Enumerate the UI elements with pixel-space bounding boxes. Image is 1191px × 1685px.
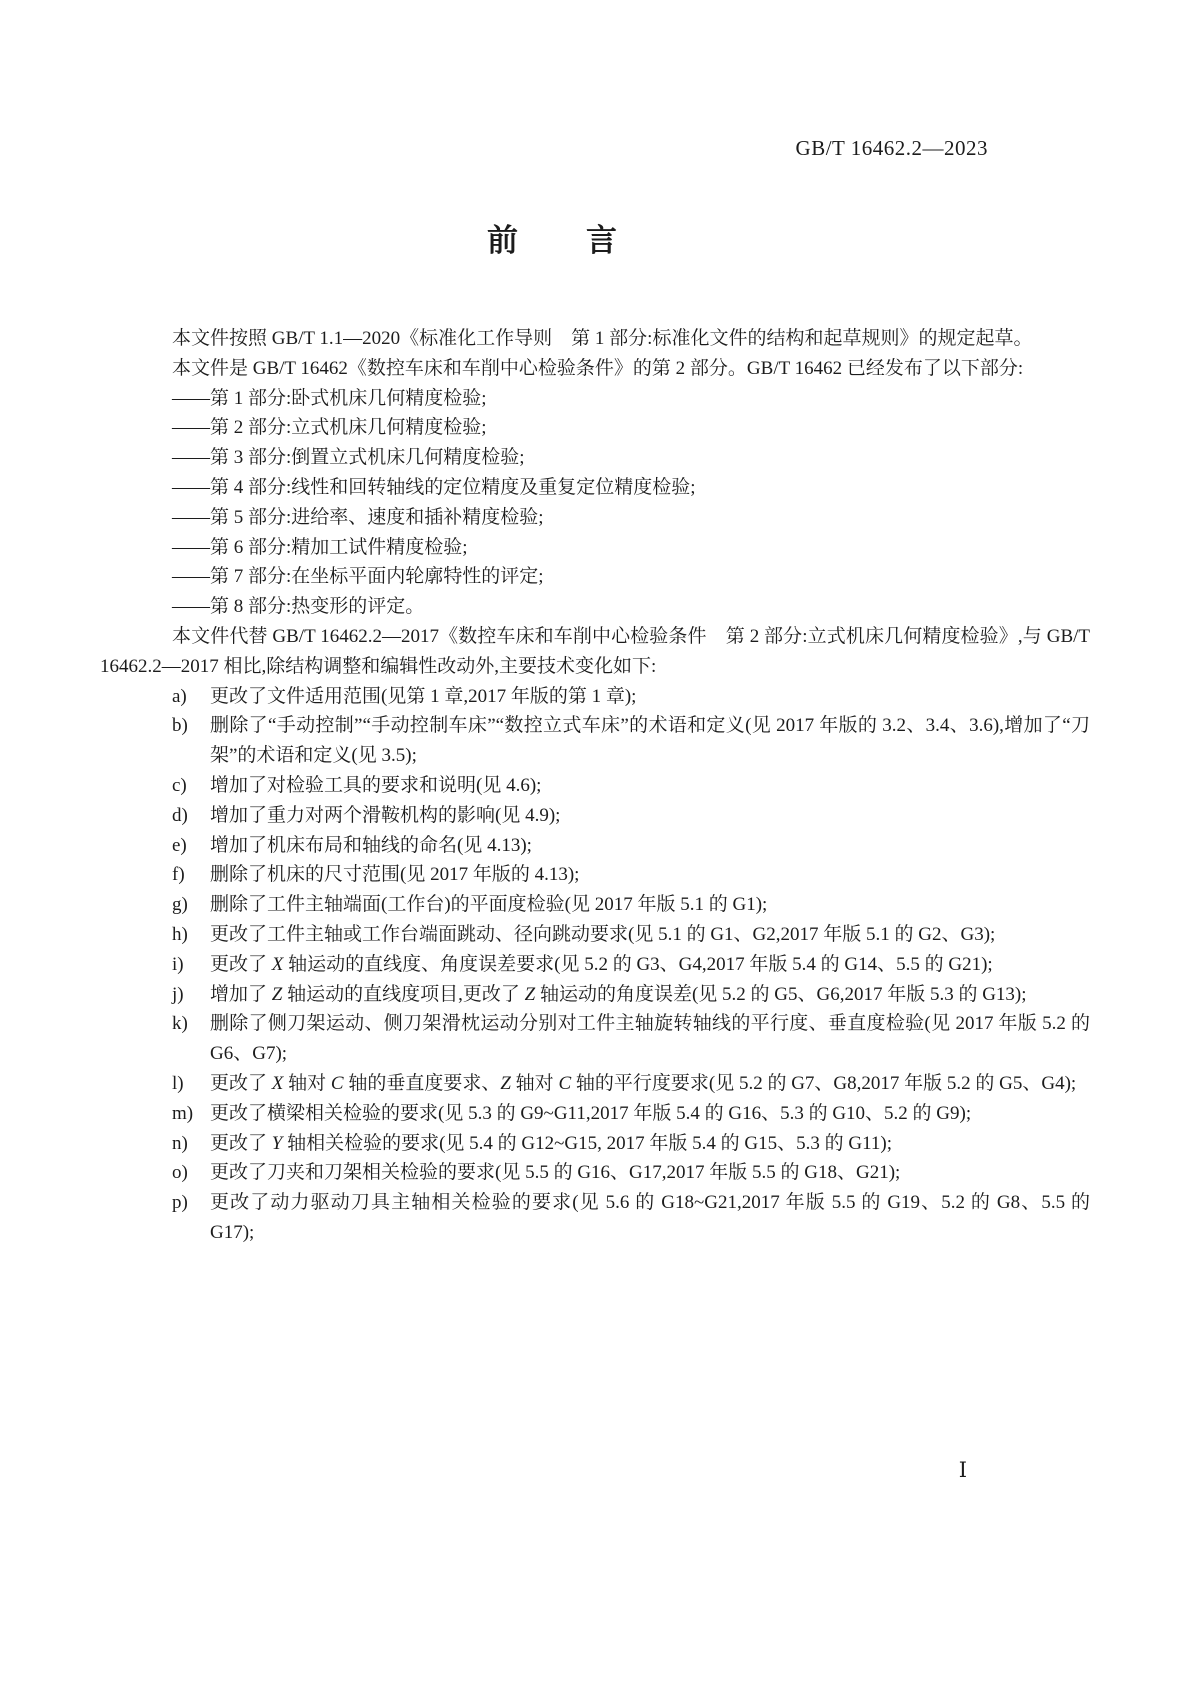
page-number: Ⅰ — [958, 1458, 967, 1482]
change-item-label: p) — [172, 1192, 188, 1214]
change-item-g — [100, 890, 1090, 920]
change-item-label: c) — [172, 774, 187, 796]
change-item-a — [100, 682, 1090, 712]
change-item-p — [100, 1188, 1090, 1248]
change-item-b — [100, 711, 1090, 771]
change-item-text: 删除了机床的尺寸范围(见 2017 年版的 4.13); — [210, 864, 580, 886]
change-item-h — [100, 920, 1090, 950]
change-item-n — [100, 1129, 1090, 1159]
series-part-item: ——第 7 部分:在坐标平面内轮廓特性的评定; — [172, 566, 544, 588]
change-item-text: 增加了 Z 轴运动的直线度项目,更改了 Z 轴运动的角度误差(见 5.2 的 G5、G6,2017 年版 5.3 的 G13); — [210, 983, 1027, 1005]
series-part-item: ——第 4 部分:线性和回转轴线的定位精度及重复定位精度检验; — [172, 476, 696, 498]
change-item-label: i) — [172, 953, 184, 975]
foreword-title: 前 言 — [487, 223, 619, 258]
change-item-text: 更改了横梁相关检验的要求(见 5.3 的 G9~G11,2017 年版 5.4 的 G16、5.3 的 G10、5.2 的 G9); — [210, 1102, 972, 1124]
change-item-text: 增加了重力对两个滑鞍机构的影响(见 4.9); — [210, 804, 561, 826]
standard-number: GB/T 16462.2—2023 — [795, 136, 988, 160]
change-item-label: m) — [172, 1102, 194, 1124]
change-item-j — [100, 980, 1090, 1010]
series-part-item: ——第 5 部分:进给率、速度和插补精度检验; — [172, 506, 544, 528]
change-item-label: k) — [172, 1013, 188, 1035]
change-item-text: 增加了对检验工具的要求和说明(见 4.6); — [210, 774, 542, 796]
change-item-text: 更改了工件主轴或工作台端面跳动、径向跳动要求(见 5.1 的 G1、G2,2017 年版 5.1 的 G2、G3); — [210, 923, 996, 945]
series-part-item: ——第 8 部分:热变形的评定。 — [172, 596, 425, 618]
change-item-e — [100, 831, 1090, 861]
change-item-label: l) — [172, 1072, 184, 1094]
change-item-text: 更改了动力驱动刀具主轴相关检验的要求(见 5.6 的 G18~G21,2017 年版 5.5 的 G19、5.2 的 G8、5.5 的 G17); — [210, 1192, 1090, 1243]
change-item-label: b) — [172, 715, 188, 737]
change-item-f — [100, 860, 1090, 890]
change-item-text: 删除了工件主轴端面(工作台)的平面度检验(见 2017 年版 5.1 的 G1); — [210, 894, 768, 916]
change-item-l — [100, 1069, 1090, 1099]
change-item-text: 更改了 Y 轴相关检验的要求(见 5.4 的 G12~G15, 2017 年版 5.4 的 G15、5.3 的 G11); — [210, 1132, 892, 1154]
paragraph-replacement: 本文件代替 GB/T 16462.2—2017《数控车床和车削中心检验条件 第 2 部分:立式机床几何精度检验》,与 GB/T 16462.2—2017 相比,除结构调整和编辑性改动外,主要技术变化如下: — [100, 625, 1090, 677]
change-item-label: j) — [172, 983, 184, 1005]
change-item-label: d) — [172, 804, 188, 826]
change-item-text: 更改了 X 轴运动的直线度、角度误差要求(见 5.2 的 G3、G4,2017 年版 5.4 的 G14、5.5 的 G21); — [210, 953, 993, 975]
change-item-text: 删除了侧刀架运动、侧刀架滑枕运动分别对工件主轴旋转轴线的平行度、垂直度检验(见 2017 年版 5.2 的 G6、G7); — [210, 1013, 1090, 1065]
change-item-k — [100, 1009, 1090, 1069]
change-item-label: e) — [172, 834, 187, 856]
change-item-label: n) — [172, 1132, 188, 1154]
change-item-label: o) — [172, 1162, 188, 1184]
change-item-o — [100, 1158, 1090, 1188]
series-part-item: ——第 2 部分:立式机床几何精度检验; — [172, 417, 487, 439]
change-item-label: f) — [172, 864, 185, 886]
foreword-content — [100, 324, 1090, 1248]
change-item-label: a) — [172, 685, 187, 707]
change-item-label: g) — [172, 894, 188, 916]
change-item-text: 增加了机床布局和轴线的命名(见 4.13); — [210, 834, 532, 856]
series-part-item: ——第 6 部分:精加工试件精度检验; — [172, 536, 468, 558]
change-item-text: 删除了“手动控制”“手动控制车床”“数控立式车床”的术语和定义(见 2017 年版的 3.2、3.4、3.6),增加了“刀架”的术语和定义(见 3.5); — [210, 715, 1090, 767]
change-item-text: 更改了 X 轴对 C 轴的垂直度要求、Z 轴对 C 轴的平行度要求(见 5.2 的 G7、G8,2017 年版 5.2 的 G5、G4); — [210, 1072, 1077, 1094]
change-item-d — [100, 801, 1090, 831]
paragraph-series-intro: 本文件是 GB/T 16462《数控车床和车削中心检验条件》的第 2 部分。GB/T 16462 已经发布了以下部分: — [172, 357, 1024, 379]
change-item-m — [100, 1099, 1090, 1129]
paragraph-drafting-basis: 本文件按照 GB/T 1.1—2020《标准化工作导则 第 1 部分:标准化文件的结构和起草规则》的规定起草。 — [172, 328, 1033, 349]
change-item-label: h) — [172, 923, 188, 945]
series-part-item: ——第 1 部分:卧式机床几何精度检验; — [172, 387, 487, 409]
change-item-text: 更改了文件适用范围(见第 1 章,2017 年版的第 1 章); — [210, 685, 637, 707]
change-item-text: 更改了刀夹和刀架相关检验的要求(见 5.5 的 G16、G17,2017 年版 5.5 的 G18、G21); — [210, 1162, 901, 1184]
change-item-i — [100, 950, 1090, 980]
change-item-c — [100, 771, 1090, 801]
series-part-item: ——第 3 部分:倒置立式机床几何精度检验; — [172, 447, 525, 469]
